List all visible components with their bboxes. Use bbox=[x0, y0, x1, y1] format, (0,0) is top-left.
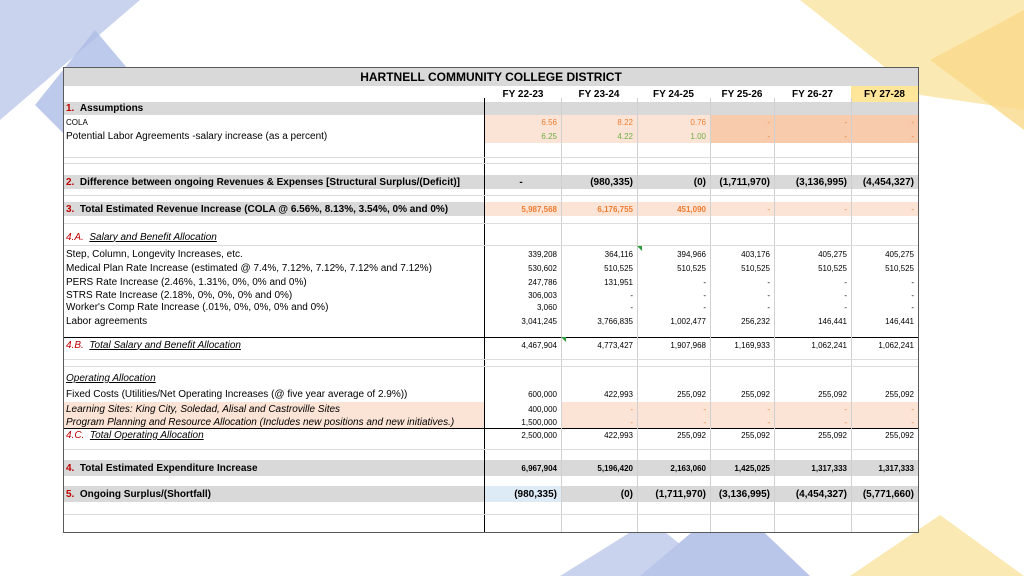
cell-value: 4,467,904 bbox=[521, 340, 557, 350]
cell-value: 306,003 bbox=[528, 290, 557, 300]
row-label bbox=[66, 175, 484, 189]
row-label bbox=[66, 230, 484, 244]
grid-line bbox=[64, 195, 918, 196]
cell-value: 3,766,835 bbox=[597, 316, 633, 326]
cell-value: 5,987,568 bbox=[485, 202, 561, 216]
cell-value: - bbox=[519, 176, 523, 188]
salary-row bbox=[64, 247, 918, 261]
cell-value: - bbox=[911, 303, 914, 312]
cell-value: - bbox=[767, 303, 770, 312]
cell-value: 1,500,000 bbox=[521, 417, 557, 427]
cell-value: - bbox=[774, 402, 851, 416]
assumptions-label bbox=[66, 102, 484, 115]
cell-value: 6.56 bbox=[485, 115, 561, 129]
cell-value: 422,993 bbox=[604, 390, 633, 399]
cell-value: 400,000 bbox=[528, 404, 557, 414]
salary-row bbox=[64, 301, 918, 314]
row-label: Labor agreements bbox=[66, 315, 148, 327]
cell-value: 255,092 bbox=[741, 390, 770, 399]
section-label: Total Salary and Benefit Allocation bbox=[89, 339, 241, 351]
cell-value: 146,441 bbox=[818, 316, 847, 326]
cell-value: 422,993 bbox=[604, 431, 633, 440]
cell-value: - bbox=[851, 202, 918, 216]
cell-value: - bbox=[851, 115, 918, 129]
cell-value: 3,041,245 bbox=[521, 316, 557, 326]
cell-value: - bbox=[703, 290, 706, 300]
cell-value: 1,317,333 bbox=[878, 463, 914, 473]
cell-value: 3,060 bbox=[536, 303, 557, 312]
cell-value: 510,525 bbox=[604, 263, 633, 273]
cell-value: 405,275 bbox=[818, 249, 847, 259]
cell-value: 255,092 bbox=[677, 431, 706, 440]
row-label: Program Planning and Resource Allocation (Includes new positions and new initiatives.) bbox=[64, 416, 485, 428]
operating-row bbox=[64, 402, 918, 416]
comment-marker[interactable] bbox=[561, 337, 566, 342]
salary-row bbox=[64, 275, 918, 289]
revenue-row bbox=[64, 202, 918, 216]
row-label: Worker's Comp Rate Increase (.01%, 0%, 0%, 0% and 0%) bbox=[66, 302, 329, 313]
row-label: Learning Sites: King City, Soledad, Alisal and Castroville Sites bbox=[64, 402, 485, 416]
title-row bbox=[64, 68, 918, 86]
sheet-title: HARTNELL COMMUNITY COLLEGE DISTRICT bbox=[360, 70, 622, 84]
cell-value: 8.22 bbox=[561, 115, 637, 129]
salary-row bbox=[64, 314, 918, 328]
cell-value: - bbox=[911, 277, 914, 287]
cell-value: 510,525 bbox=[741, 263, 770, 273]
cell-value: - bbox=[774, 416, 851, 428]
cell-value: 405,275 bbox=[885, 249, 914, 259]
year-header-row bbox=[64, 86, 918, 102]
cell-value: - bbox=[774, 129, 851, 143]
cell-value: 510,525 bbox=[818, 263, 847, 273]
row-label bbox=[66, 460, 484, 476]
cell-value: 146,441 bbox=[885, 316, 914, 326]
cell-value: (0) bbox=[693, 176, 706, 188]
row-label: Fixed Costs (Utilities/Net Operating Increases (@ five year average of 2.9%)) bbox=[66, 389, 408, 400]
cell-value: 339,208 bbox=[528, 249, 557, 259]
cell-value: - bbox=[630, 303, 633, 312]
cell-value: (5,771,660) bbox=[862, 488, 914, 500]
cell-value: 1,317,333 bbox=[811, 463, 847, 473]
salary-total-row bbox=[64, 337, 918, 352]
cell-value: - bbox=[561, 402, 637, 416]
assumptions-header-row bbox=[64, 102, 918, 115]
cell-value: - bbox=[774, 202, 851, 216]
cell-value: - bbox=[637, 416, 710, 428]
section-number: 1. bbox=[66, 103, 75, 114]
grid-line bbox=[64, 366, 918, 367]
year-header-2: FY 23-24 bbox=[578, 88, 620, 100]
operating-row bbox=[64, 416, 918, 428]
row-label: PERS Rate Increase (2.46%, 1.31%, 0%, 0% and 0%) bbox=[66, 276, 307, 288]
cell-value: 530,602 bbox=[528, 263, 557, 273]
cell-value: 2,163,060 bbox=[670, 463, 706, 473]
year-header-4: FY 25-26 bbox=[721, 88, 763, 100]
expenditure-row bbox=[64, 460, 918, 476]
cell-value: 364,116 bbox=[604, 249, 633, 259]
cell-value: 1.00 bbox=[637, 129, 710, 143]
cell-value: - bbox=[844, 303, 847, 312]
cell-value: - bbox=[851, 129, 918, 143]
grid-line bbox=[64, 223, 918, 224]
operating-section-title-row bbox=[64, 372, 918, 385]
year-header-6: FY 27-28 bbox=[851, 86, 918, 102]
cell-value: 255,092 bbox=[818, 431, 847, 440]
cell-value: 4.22 bbox=[561, 129, 637, 143]
cell-value: 1,062,241 bbox=[878, 340, 914, 350]
cell-value: - bbox=[774, 115, 851, 129]
cell-value: 600,000 bbox=[528, 390, 557, 399]
cell-value: 1,169,933 bbox=[734, 340, 770, 350]
row-label bbox=[66, 486, 484, 502]
cell-value: (4,454,327) bbox=[862, 176, 914, 188]
cell-value: 255,092 bbox=[677, 390, 706, 399]
cell-value: 1,002,477 bbox=[670, 316, 706, 326]
cell-value: 256,232 bbox=[741, 316, 770, 326]
section-label: Ongoing Surplus/(Shortfall) bbox=[79, 488, 212, 500]
cell-value: - bbox=[844, 277, 847, 287]
cell-value: - bbox=[911, 290, 914, 300]
cell-value: 6,176,755 bbox=[561, 202, 637, 216]
cell-value: - bbox=[710, 129, 774, 143]
operating-row bbox=[64, 387, 918, 402]
salary-section-title-row bbox=[64, 230, 918, 244]
section-number: 4.C. bbox=[66, 430, 85, 441]
surplus-row bbox=[64, 486, 918, 502]
cell-value: - bbox=[844, 290, 847, 300]
cell-value: 510,525 bbox=[885, 263, 914, 273]
comment-marker[interactable] bbox=[637, 246, 642, 251]
cell-value: - bbox=[637, 402, 710, 416]
cell-value: 255,092 bbox=[885, 431, 914, 440]
cell-value: (4,454,327) bbox=[795, 488, 847, 500]
cola-row bbox=[64, 115, 918, 129]
cell-value: - bbox=[703, 303, 706, 312]
cell-value: 5,196,420 bbox=[597, 463, 633, 473]
cell-value: 6,967,904 bbox=[521, 463, 557, 473]
budget-spreadsheet bbox=[63, 67, 919, 533]
cell-value: 255,092 bbox=[741, 431, 770, 440]
grid-line bbox=[64, 157, 918, 158]
cell-value: 247,786 bbox=[528, 277, 557, 287]
cell-value: - bbox=[710, 202, 774, 216]
cell-value: - bbox=[710, 115, 774, 129]
section-label: Assumptions bbox=[79, 103, 144, 114]
section-label: Total Estimated Revenue Increase (COLA @ 6.56%, 8.13%, 3.54%, 0% and 0%) bbox=[79, 203, 449, 215]
operating-total-row bbox=[64, 428, 918, 442]
cell-value: 255,092 bbox=[818, 390, 847, 399]
cell-value: - bbox=[851, 402, 918, 416]
section-number: 3. bbox=[66, 203, 75, 215]
cell-value: 394,966 bbox=[677, 249, 706, 259]
section-number: 4.B. bbox=[66, 339, 84, 351]
row-label: Step, Column, Longevity Increases, etc. bbox=[66, 248, 243, 260]
cell-value: 0.76 bbox=[637, 115, 710, 129]
cell-value: 2,500,000 bbox=[521, 431, 557, 440]
grid-line bbox=[64, 449, 918, 450]
cell-value: - bbox=[710, 402, 774, 416]
cell-value: (3,136,995) bbox=[795, 176, 847, 188]
year-header-3: FY 24-25 bbox=[653, 88, 694, 100]
cell-value: - bbox=[851, 416, 918, 428]
cell-value: - bbox=[710, 416, 774, 428]
cell-value: (980,335) bbox=[590, 176, 633, 188]
grid-line bbox=[64, 163, 918, 164]
cell-value: - bbox=[767, 290, 770, 300]
salary-row bbox=[64, 261, 918, 275]
row-label: Potential Labor Agreements -salary increase (as a percent) bbox=[66, 130, 328, 142]
year-header-1: FY 22-23 bbox=[502, 88, 544, 100]
section-label: Operating Allocation bbox=[66, 373, 156, 384]
year-header-5: FY 26-27 bbox=[792, 88, 833, 100]
cell-value: - bbox=[703, 277, 706, 287]
grid-line bbox=[64, 359, 918, 360]
row-label bbox=[66, 429, 484, 442]
labor-agreements-row bbox=[64, 129, 918, 143]
cell-value: 1,425,025 bbox=[734, 463, 770, 473]
cell-value: - bbox=[630, 290, 633, 300]
cell-value: (1,711,970) bbox=[719, 176, 770, 188]
section-number: 2. bbox=[66, 176, 75, 188]
cell-value: - bbox=[767, 277, 770, 287]
section-number: 4. bbox=[66, 462, 75, 474]
row-label: COLA bbox=[66, 117, 88, 127]
cell-value: - bbox=[561, 416, 637, 428]
difference-row bbox=[64, 175, 918, 189]
cell-value: 1,907,968 bbox=[670, 340, 706, 350]
cell-value: 1,062,241 bbox=[811, 340, 847, 350]
row-label: STRS Rate Increase (2.18%, 0%, 0%, 0% and 0%) bbox=[66, 289, 293, 301]
cell-value: 255,092 bbox=[885, 390, 914, 399]
cell-value: 131,951 bbox=[604, 277, 633, 287]
cell-value: (0) bbox=[620, 488, 633, 500]
section-label: Total Operating Allocation bbox=[89, 430, 204, 441]
cell-value: (3,136,995) bbox=[718, 488, 770, 500]
cell-value: 510,525 bbox=[677, 263, 706, 273]
grid-line bbox=[64, 245, 918, 246]
section-label: Salary and Benefit Allocation bbox=[89, 231, 217, 243]
row-label: Medical Plan Rate Increase (estimated @ 7.4%, 7.12%, 7.12%, 7.12% and 7.12%) bbox=[66, 262, 432, 274]
cell-value: 403,176 bbox=[741, 249, 770, 259]
cell-value: 451,090 bbox=[637, 202, 710, 216]
section-label: Difference between ongoing Revenues & Expenses [Structural Surplus/(Deficit)] bbox=[79, 176, 460, 188]
section-number: 4.A. bbox=[66, 231, 84, 243]
cell-value: (980,335) bbox=[485, 486, 561, 502]
section-label: Total Estimated Expenditure Increase bbox=[79, 462, 258, 474]
cell-value: 6.25 bbox=[485, 129, 561, 143]
grid-line bbox=[64, 514, 918, 515]
cell-value: (1,711,970) bbox=[655, 488, 706, 500]
row-label bbox=[66, 338, 484, 352]
row-label bbox=[66, 202, 484, 216]
salary-row bbox=[64, 289, 918, 301]
cell-value: 4,773,427 bbox=[597, 340, 633, 350]
section-number: 5. bbox=[66, 488, 75, 500]
